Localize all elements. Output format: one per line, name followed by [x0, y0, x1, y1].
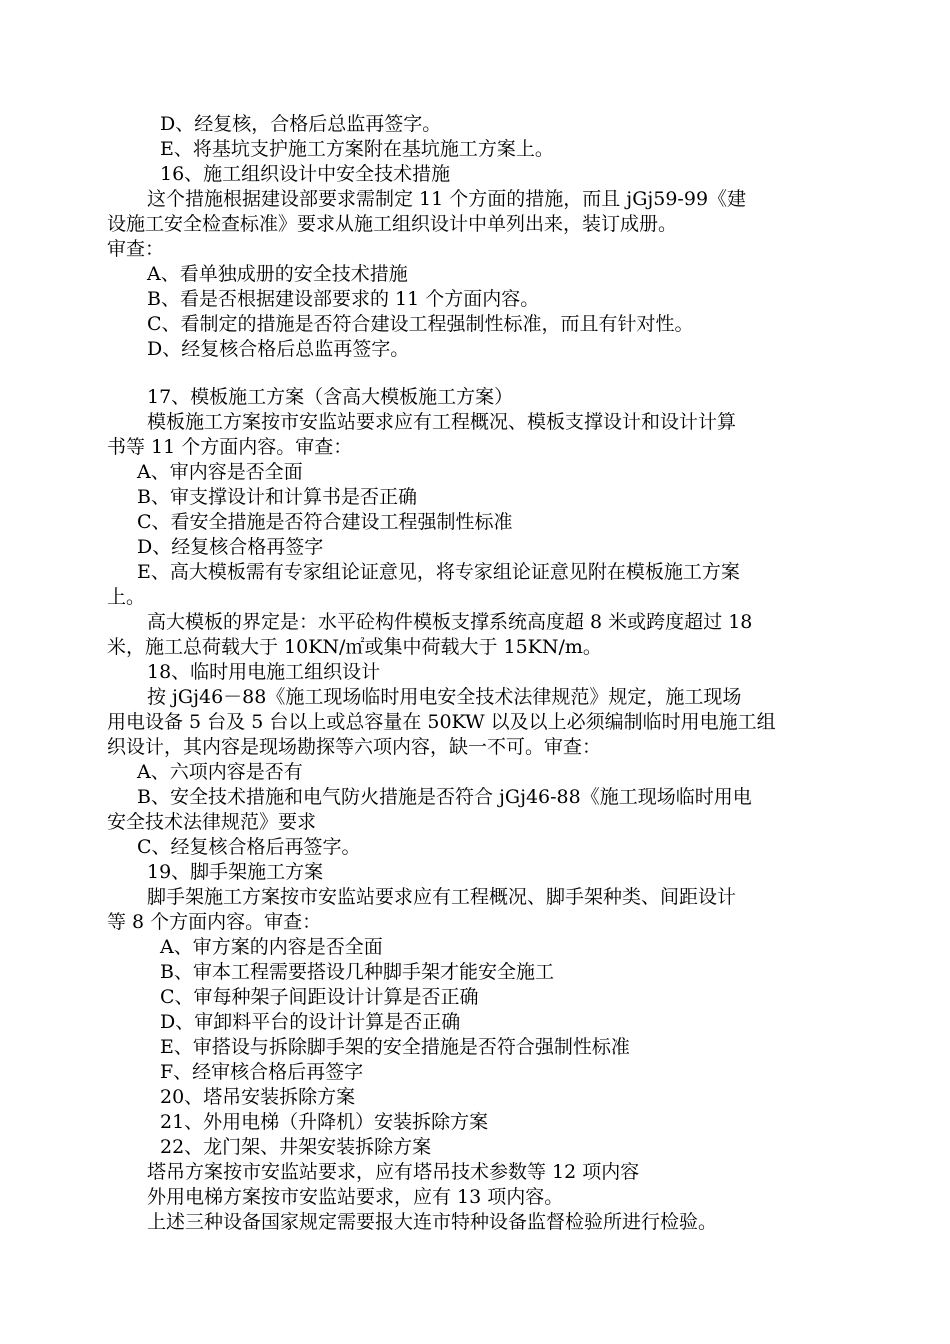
text-line: 上述三种设备国家规定需要报大连市特种设备监督检验所进行检验。: [147, 1211, 718, 1233]
text-line: 审查：: [107, 238, 165, 260]
text-line: 外用电梯方案按市安监站要求，应有 13 项内容。: [147, 1186, 564, 1208]
text-line: F、经审核合格后再签字: [160, 1061, 364, 1083]
text-line: D、经复核合格再签字: [137, 536, 324, 558]
text-line: D、经复核，合格后总监再签字。: [160, 113, 442, 135]
text-line: E、将基坑支护施工方案附在基坑施工方案上。: [160, 138, 554, 160]
text-line: E、审搭设与拆除脚手架的安全措施是否符合强制性标准: [160, 1036, 630, 1058]
text-line: D、审卸料平台的设计计算是否正确: [160, 1011, 461, 1033]
text-line: D、经复核合格后总监再签字。: [147, 338, 410, 360]
text-line: A、六项内容是否有: [137, 761, 303, 783]
section-heading: 19、脚手架施工方案: [147, 861, 324, 883]
text-line: 脚手架施工方案按市安监站要求应有工程概况、脚手架种类、间距设计: [147, 886, 737, 908]
text-line: 等 8 个方面内容。审查：: [107, 911, 322, 933]
text-line: B、安全技术措施和电气防火措施是否符合 jGj46-88《施工现场临时用电: [137, 786, 752, 808]
section-heading: 16、施工组织设计中安全技术措施: [160, 163, 451, 185]
text-line: 织设计，其内容是现场勘探等六项内容，缺一不可。审查：: [107, 736, 602, 758]
section-heading: 21、外用电梯（升降机）安装拆除方案: [160, 1111, 489, 1133]
text-line: A、审方案的内容是否全面: [160, 936, 383, 958]
section-heading: 18、临时用电施工组织设计: [147, 661, 381, 683]
text-line: 模板施工方案按市安监站要求应有工程概况、模板支撑设计和设计计算: [147, 411, 737, 433]
section-heading: 20、塔吊安装拆除方案: [160, 1086, 356, 1108]
text-line: B、看是否根据建设部要求的 11 个方面内容。: [147, 288, 540, 310]
text-line: 上。: [107, 586, 146, 608]
text-line: 书等 11 个方面内容。审查：: [107, 436, 353, 458]
text-line: B、审本工程需要搭设几种脚手架才能安全施工: [160, 961, 554, 983]
text-line: 设施工安全检查标准》要求从施工组织设计中单列出来，装订成册。: [107, 213, 678, 235]
text-line: 按 jGj46－88《施工现场临时用电安全技术法律规范》规定，施工现场: [147, 686, 742, 708]
text-line: 塔吊方案按市安监站要求，应有塔吊技术参数等 12 项内容: [147, 1161, 640, 1183]
text-line: B、审支撑设计和计算书是否正确: [137, 486, 417, 508]
text-line: C、审每种架子间距设计计算是否正确: [160, 986, 479, 1008]
section-heading: 17、模板施工方案（含高大模板施工方案）: [147, 386, 514, 408]
text-line: 这个措施根据建设部要求需制定 11 个方面的措施，而且 jGj59-99《建: [147, 188, 747, 210]
text-line: 高大模板的界定是：水平砼构件模板支撑系统高度超 8 米或跨度超过 18: [147, 611, 753, 633]
text-line: C、看制定的措施是否符合建设工程强制性标准，而且有针对性。: [147, 313, 694, 335]
section-heading: 22、龙门架、井架安装拆除方案: [160, 1136, 432, 1158]
text-line: C、看安全措施是否符合建设工程强制性标准: [137, 511, 513, 533]
text-line: E、高大模板需有专家组论证意见，将专家组论证意见附在模板施工方案: [137, 561, 740, 583]
text-line: 米，施工总荷载大于 10KN/㎡或集中荷载大于 15KN/m。: [107, 636, 602, 658]
text-line: C、经复核合格后再签字。: [137, 836, 361, 858]
text-line: 用电设备 5 台及 5 台以上或总容量在 50KW 以及以上必须编制临时用电施工组: [107, 711, 776, 733]
text-line: 安全技术法律规范》要求: [107, 811, 317, 833]
text-line: A、审内容是否全面: [137, 461, 303, 483]
text-line: A、看单独成册的安全技术措施: [147, 263, 408, 285]
